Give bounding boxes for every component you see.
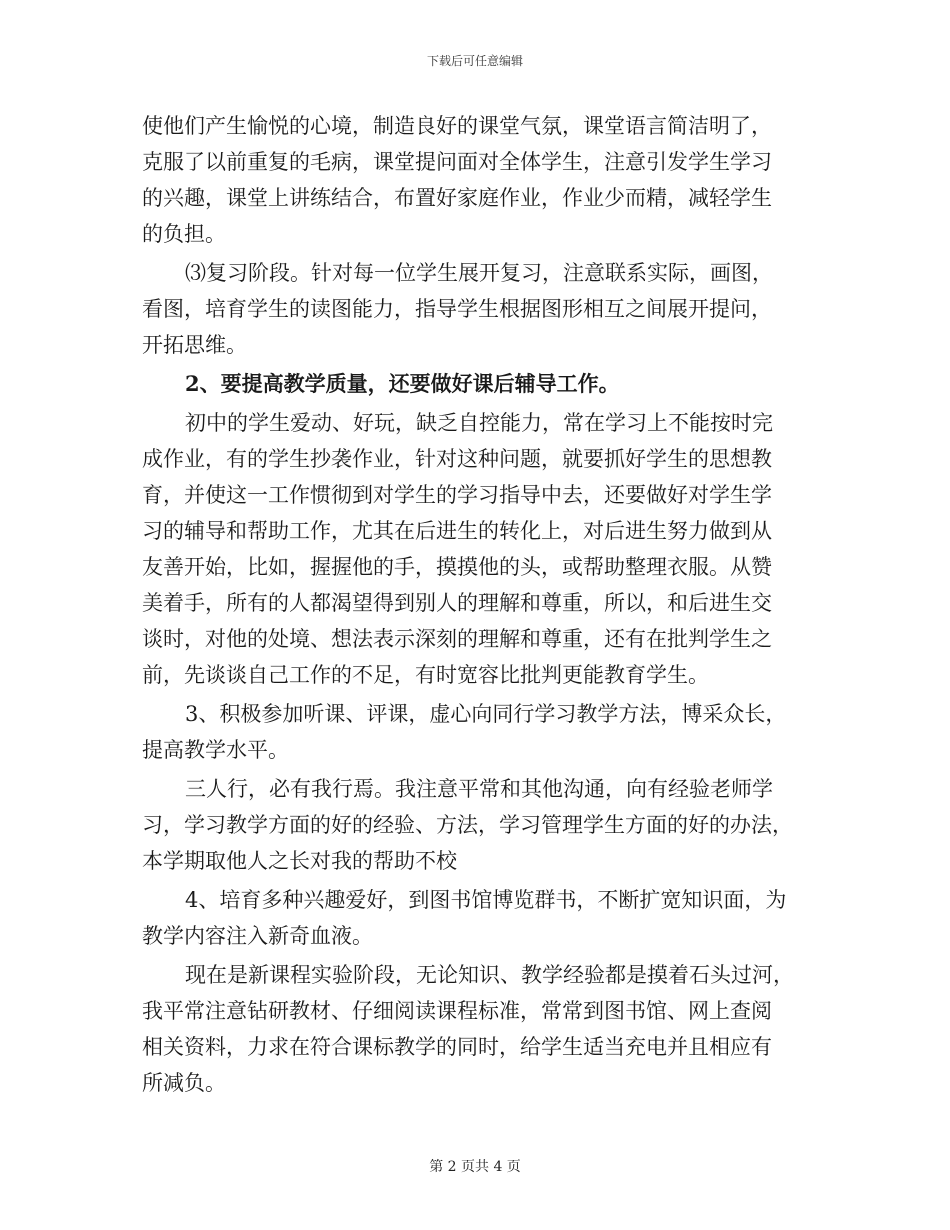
paragraph-line: 3、积极参加听课、评课，虚心向同行学习教学方法，博采众长，: [185, 702, 787, 726]
paragraph-line: 本学期取他人之长对我的帮助不校: [142, 849, 457, 873]
paragraph-line: 开拓思维。: [142, 333, 247, 357]
paragraph-line: 友善开始，比如，握握他的手，摸摸他的头，或帮助整理衣服。从赞: [142, 555, 772, 579]
paragraph-line: 相关资料，力求在符合课标教学的同时，给学生适当充电并且相应有: [142, 1035, 772, 1059]
paragraph-line: 的兴趣，课堂上讲练结合，布置好家庭作业，作业少而精，减轻学生: [142, 186, 772, 210]
paragraph-line: 前，先谈谈自己工作的不足，有时宽容比批判更能教育学生。: [142, 663, 709, 687]
paragraph-line: 使他们产生愉悦的心境，制造良好的课堂气氛，课堂语言简洁明了，: [142, 114, 772, 138]
paragraph-line: 美着手，所有的人都渴望得到别人的理解和尊重，所以，和后进生交: [142, 591, 772, 615]
paragraph-line: 看图，培育学生的读图能力，指导学生根据图形相互之间展开提问，: [142, 297, 772, 321]
paragraph-line: 谈时，对他的处境、想法表示深刻的理解和尊重，还有在批判学生之: [142, 627, 772, 651]
paragraph-line: 习的辅导和帮助工作，尤其在后进生的转化上，对后进生努力做到从: [142, 519, 772, 543]
paragraph-line: 成作业，有的学生抄袭作业，针对这种问题，就要抓好学生的思想教: [142, 447, 772, 471]
paragraph-line: 所减负。: [142, 1071, 226, 1095]
page-header: 下载后可任意编辑: [426, 54, 523, 68]
paragraph-line: 习，学习教学方面的好的经验、方法，学习管理学生方面的好的办法，: [142, 813, 793, 837]
paragraph-line: 初中的学生爱动、好玩，缺乏自控能力，常在学习上不能按时完: [185, 411, 773, 435]
page-footer: 第 2 页共 4 页: [429, 1159, 521, 1175]
paragraph-line: 三人行，必有我行焉。我注意平常和其他沟通，向有经验老师学: [185, 777, 773, 801]
paragraph-line: ⑶复习阶段。针对每一位学生展开复习，注意联系实际，画图，: [185, 261, 773, 285]
paragraph-line: 克服了以前重复的毛病，课堂提问面对全体学生，注意引发学生学习: [142, 150, 772, 174]
paragraph-line: 4、培育多种兴趣爱好，到图书馆博览群书，不断扩宽知识面，为: [185, 888, 787, 912]
section-heading-line: 2、要提高教学质量，还要做好课后辅导工作。: [185, 371, 620, 396]
paragraph-line: 育，并使这一工作惯彻到对学生的学习指导中去，还要做好对学生学: [142, 483, 772, 507]
paragraph-line: 现在是新课程实验阶段，无论知识、教学经验都是摸着石头过河，: [185, 963, 794, 987]
paragraph-line: 提高教学水平。: [142, 738, 289, 762]
paragraph-line: 我平常注意钻研教材、仔细阅读课程标准，常常到图书馆、网上查阅: [142, 999, 772, 1023]
paragraph-line: 教学内容注入新奇血液。: [142, 924, 373, 948]
document-body: [142, 108, 808, 1101]
paragraph-line: 的负担。: [142, 222, 226, 246]
